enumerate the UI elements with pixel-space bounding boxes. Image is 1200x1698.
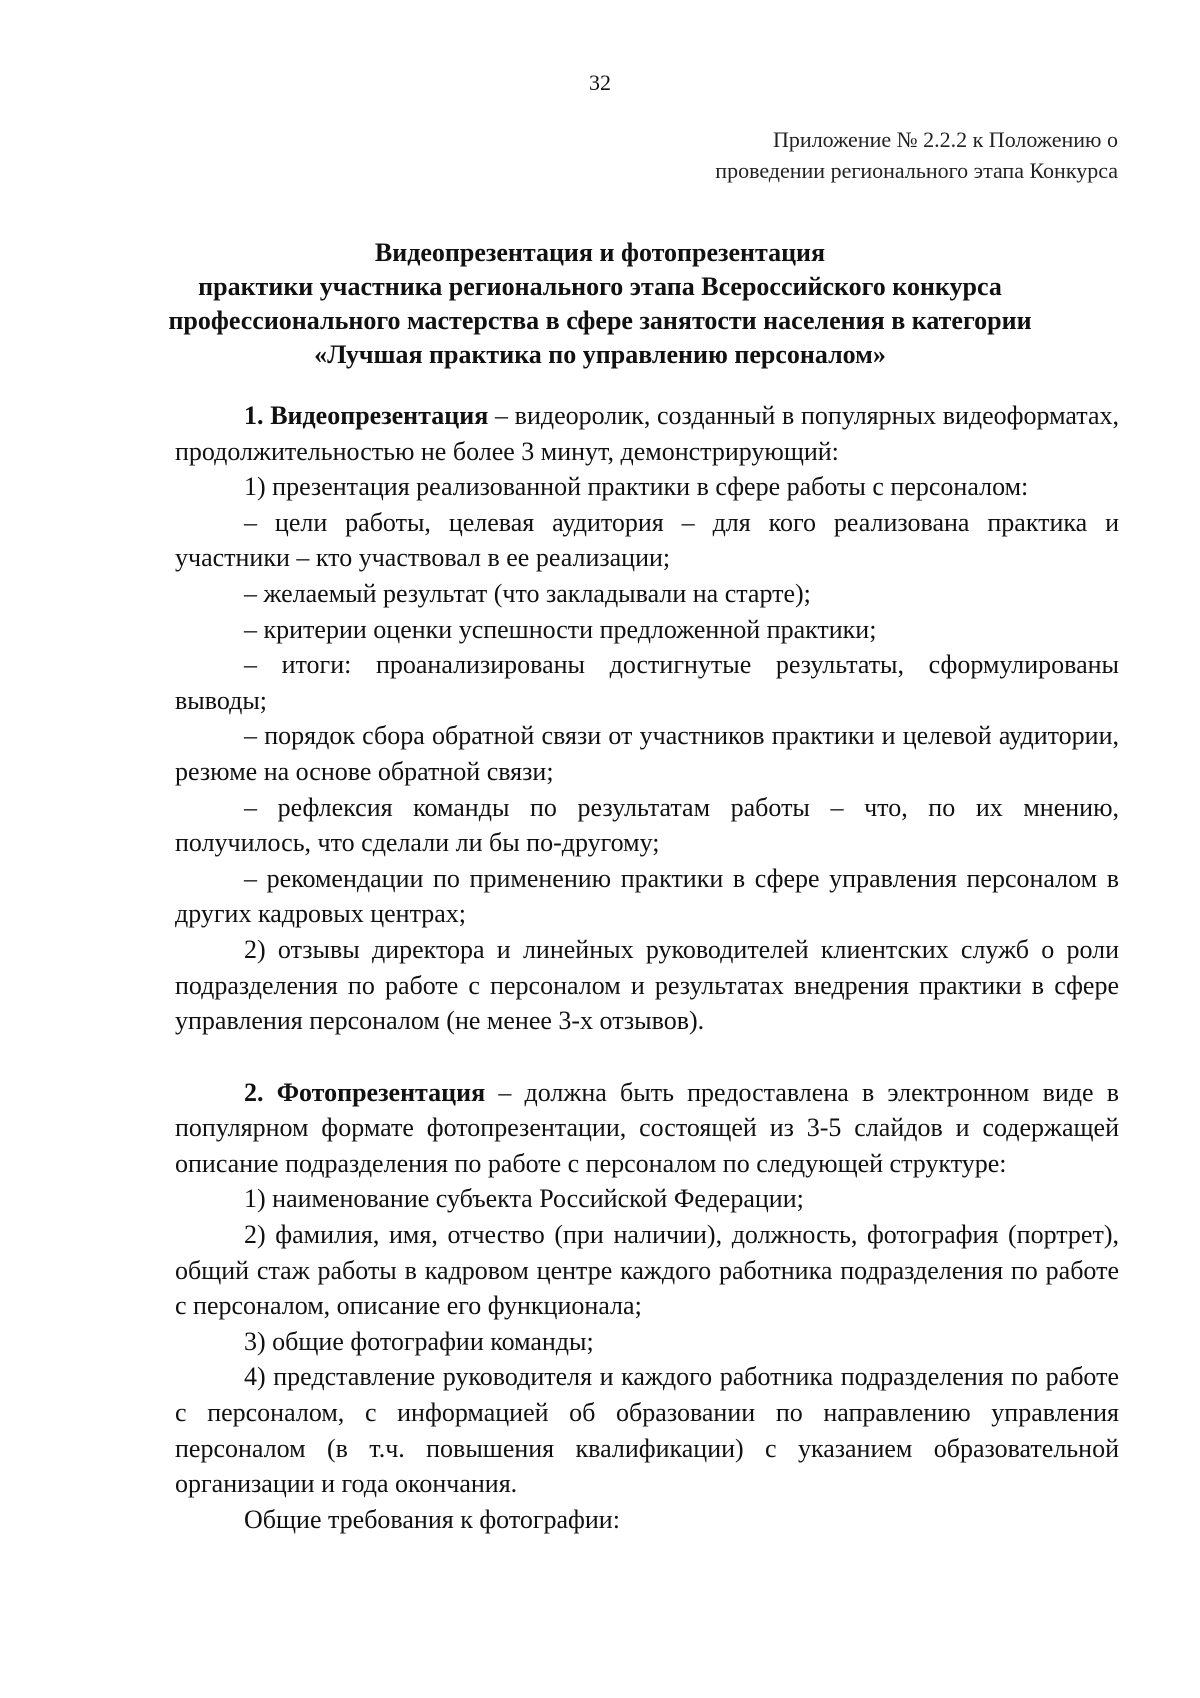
section-1-intro [175, 398, 1119, 469]
photo-requirements-heading: Общие требования к фотографии: [244, 1504, 620, 1534]
section-1-bullet: – критерии оценки успешности предложенной практики; [244, 614, 877, 644]
section-1-intro-text: – видеоролик, созданный в популярных видеоформатах, продолжительностью не более 3 минут, демонстрирующий: [175, 401, 1119, 466]
section-1-bullet: – итоги: проанализированы достигнутые результаты, сформулированы выводы; [175, 650, 1119, 715]
section-1-bullet: – цели работы, целевая аудитория – для кого реализована практика и участники – кто участвовал в ее реализации; [175, 507, 1119, 573]
section-2-item: 3) общие фотографии команды; [244, 1326, 594, 1356]
appendix-line-1: Приложение № 2.2.2 к Положению о [773, 127, 1118, 152]
section-1-item-1: 1) презентация реализованной практики в сфере работы с персоналом: [244, 472, 1029, 502]
section-1-bullet: – порядок сбора обратной связи от участников практики и целевой аудитории, резюме на основе обратной связи; [175, 721, 1119, 786]
appendix-reference [715, 124, 1118, 186]
title-line-2: практики участника регионального этапа Всероссийского конкурса [198, 272, 1002, 301]
title-line-3: профессионального мастерства в сфере занятости населения в категории [168, 306, 1032, 335]
section-1-heading: 1. Видеопрезентация [244, 401, 489, 430]
document-body [175, 398, 1119, 1537]
title-line-4: «Лучшая практика по управлению персоналом» [314, 340, 886, 369]
section-1-bullet: – желаемый результат (что закладывали на старте); [244, 578, 811, 608]
section-1-item-2: 2) отзывы директора и линейных руководителей клиентских служб о роли подразделения по работе с персоналом и результатах внедрения практики в сфере управления персоналом (не менее 3-х отзывов). [175, 934, 1119, 1036]
section-2-intro-text: – должна быть предоставлена в электронном виде в популярном формате фотопрезентации, состоящей из 3-5 слайдов и содержащей описание подразделения по работе с персоналом по следующей структуре: [175, 1077, 1119, 1178]
section-2-heading: 2. Фотопрезентация [244, 1077, 486, 1107]
section-2-item: 2) фамилия, имя, отчество (при наличии), должность, фотография (портрет), общий стаж работы в кадровом центре каждого работника подразделения по работе с персоналом, описание его функционала; [175, 1220, 1119, 1321]
section-1-bullet: – рекомендации по применению практики в сфере управления персоналом в других кадровых центрах; [175, 863, 1119, 929]
section-1-bullet: – рефлексия команды по результатам работы – что, по их мнению, получилось, что сделали ли бы по-другому; [175, 792, 1119, 858]
section-2-item: 1) наименование субъекта Российской Федерации; [244, 1184, 804, 1214]
document-title [120, 236, 1080, 372]
section-2-intro [175, 1075, 1119, 1182]
page-number: 32 [589, 70, 611, 95]
section-2-item: 4) представление руководителя и каждого работника подразделения по работе с персоналом, с информацией об образовании по направлению управления персоналом (в т.ч. повышения квалификации) с указанием образовательной организации и года окончания. [175, 1362, 1119, 1499]
title-line-1: Видеопрезентация и фотопрезентация [374, 238, 826, 267]
appendix-line-2: проведении регионального этапа Конкурса [715, 158, 1118, 183]
